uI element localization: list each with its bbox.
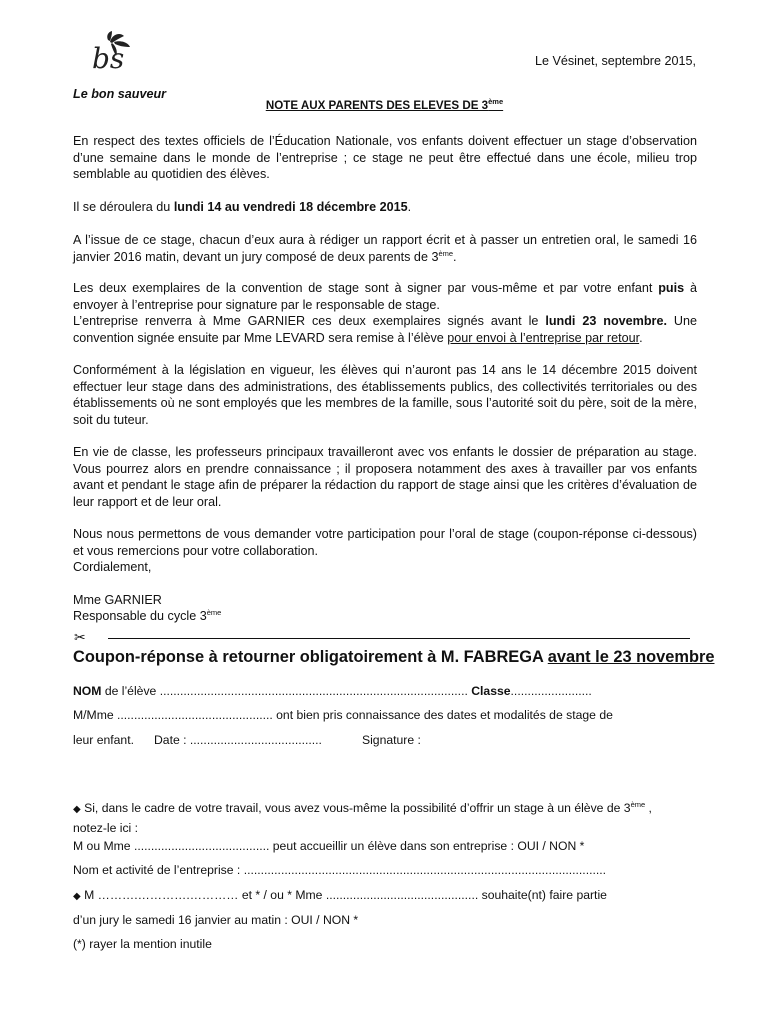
school-logo <box>86 28 136 78</box>
p2-dates: lundi 14 au vendredi 18 décembre 2015 <box>173 200 408 214</box>
signer-role-superscript: ème <box>206 608 222 617</box>
coupon-footnote: (*) rayer la mention inutile <box>73 937 212 951</box>
p2-post: . <box>407 200 412 214</box>
diamond-bullet-icon: ◆ <box>73 891 81 902</box>
p2-pre: Il se déroulera du <box>73 200 174 214</box>
title-superscript: ème <box>488 97 504 106</box>
coupon-title <box>73 647 715 667</box>
p5-bold: lundi 23 novembre. <box>545 314 667 329</box>
p4-text-a: Les deux exemplaires de la convention de stage sont à signer par vous-même et par votre enfant <box>73 281 659 295</box>
coupon-notez: notez-le ici : <box>73 821 139 835</box>
cut-line <box>108 638 690 639</box>
nom-label: NOM <box>73 684 102 698</box>
paragraph-official-texts: En respect des textes officiels de l’Éducation Nationale, vos enfants doivent effectuer un stage d’observation d’une semaine dans le monde de l’entreprise ; ce stage ne peut être effectué dans une école, milieu trop semblable au quotidien des élèves. <box>73 134 697 182</box>
coupon-jury-date-line: d’un jury le samedi 16 janvier au matin : OUI / NON * <box>73 913 359 927</box>
scissors-icon: ✂ <box>74 629 86 645</box>
p5-underlined: pour envoi à l’entreprise par retour <box>447 330 640 345</box>
enfant-text: leur enfant. <box>73 733 134 747</box>
p3-post: . <box>453 249 457 264</box>
signature-field: Signature : <box>361 733 421 747</box>
coupon-deadline: avant le 23 novembre <box>547 648 715 666</box>
date-field: Date : ....................................... <box>153 733 322 747</box>
p5-text-c: . <box>639 330 643 345</box>
jury-text: M ……….………….………… et * / ou * Mme ............................................. souhaite(nt) faire partie <box>80 888 607 902</box>
document-title <box>73 98 696 115</box>
p3-superscript: ème <box>438 248 454 258</box>
p5-text-b: Une convention signée ensuite par Mme LEVARD sera remise à l’élève <box>73 314 697 345</box>
diamond-bullet-icon: ◆ <box>73 804 81 815</box>
offer-superscript: ème <box>630 800 646 809</box>
paragraph-dates <box>73 199 697 216</box>
coupon-jury-line <box>73 887 697 906</box>
p4-bold: puis <box>658 281 685 295</box>
p5-text-a: L’entreprise renverra à Mme GARNIER ces deux exemplaires signés avant le <box>73 314 546 329</box>
offer-text-end: , <box>645 801 652 815</box>
nom-field: de l’élève ........................................................................................... <box>101 684 472 698</box>
coupon-offer-line <box>73 800 697 819</box>
date-line: Le Vésinet, septembre 2015, <box>534 54 696 68</box>
classe-label: Classe <box>471 684 511 698</box>
school-name: Le bon sauveur <box>73 87 167 101</box>
coupon-mou-line: M ou Mme ........................................ peut accueillir un élève dans son entreprise : OUI / NON * <box>73 839 585 853</box>
p3-text: A l’issue de ce stage, chacun d’eux aura à rédiger un rapport écrit et à passer un entretien oral, le samedi 16 janvier 2016 matin, devant un jury composé de deux parents de 3 <box>73 233 697 264</box>
signer-role <box>73 608 697 625</box>
paragraph-convention <box>73 280 697 346</box>
coupon-nom-line <box>73 683 697 700</box>
closing: Cordialement, <box>73 560 152 574</box>
logo-letters: bs <box>92 42 125 75</box>
coupon-mmme-line: M/Mme .............................................. ont bien pris connaissance des dates et modalités de stage de <box>73 708 613 722</box>
offer-text: Si, dans le cadre de votre travail, vous avez vous-même la possibilité d’offrir un stage à un élève de 3 <box>80 801 631 815</box>
paragraph-preparation: En vie de classe, les professeurs principaux travailleront avec vos enfants le dossier de préparation au stage. Vous pourrez alors en prendre connaissance ; il proposera notamment des axes à travailler par vos enfants avant et pendant le stage afin de préparer la rédaction du rapport de stage ainsi que les critères d’évaluation de leur rapport et de leur oral. <box>73 445 697 509</box>
paragraph-participation: Nous nous permettons de vous demander votre participation pour l’oral de stage (coupon-réponse ci-dessous) et vous remercions pour votre collaboration. <box>73 527 697 558</box>
p4-text-b: à envoyer à l’entreprise pour signature par le responsable de stage. <box>73 281 697 312</box>
paragraph-report <box>73 232 697 265</box>
signer-name: Mme GARNIER <box>73 593 162 607</box>
coupon-company-line: Nom et activité de l’entreprise : ........................................................................................................... <box>73 863 607 877</box>
classe-field: ........................ <box>510 684 592 698</box>
paragraph-legislation: Conformément à la législation en vigueur, les élèves qui n’auront pas 14 ans le 14 décembre 2015 doivent effectuer leur stage dans des administrations, des établissements publics, des collectivités territoriales ou des établissements où ne sont employés que les membres de la famille, sous l’autorité soit du père, soit de la mère, soit du tuteur. <box>73 363 697 427</box>
coupon-title-text: Coupon-réponse à retourner obligatoirement à M. FABREGA <box>73 648 548 666</box>
signer-role-text: Responsable du cycle 3 <box>73 609 207 623</box>
title-text: NOTE AUX PARENTS DES ELEVES DE 3 <box>265 99 489 112</box>
coupon-date-line <box>73 732 697 749</box>
